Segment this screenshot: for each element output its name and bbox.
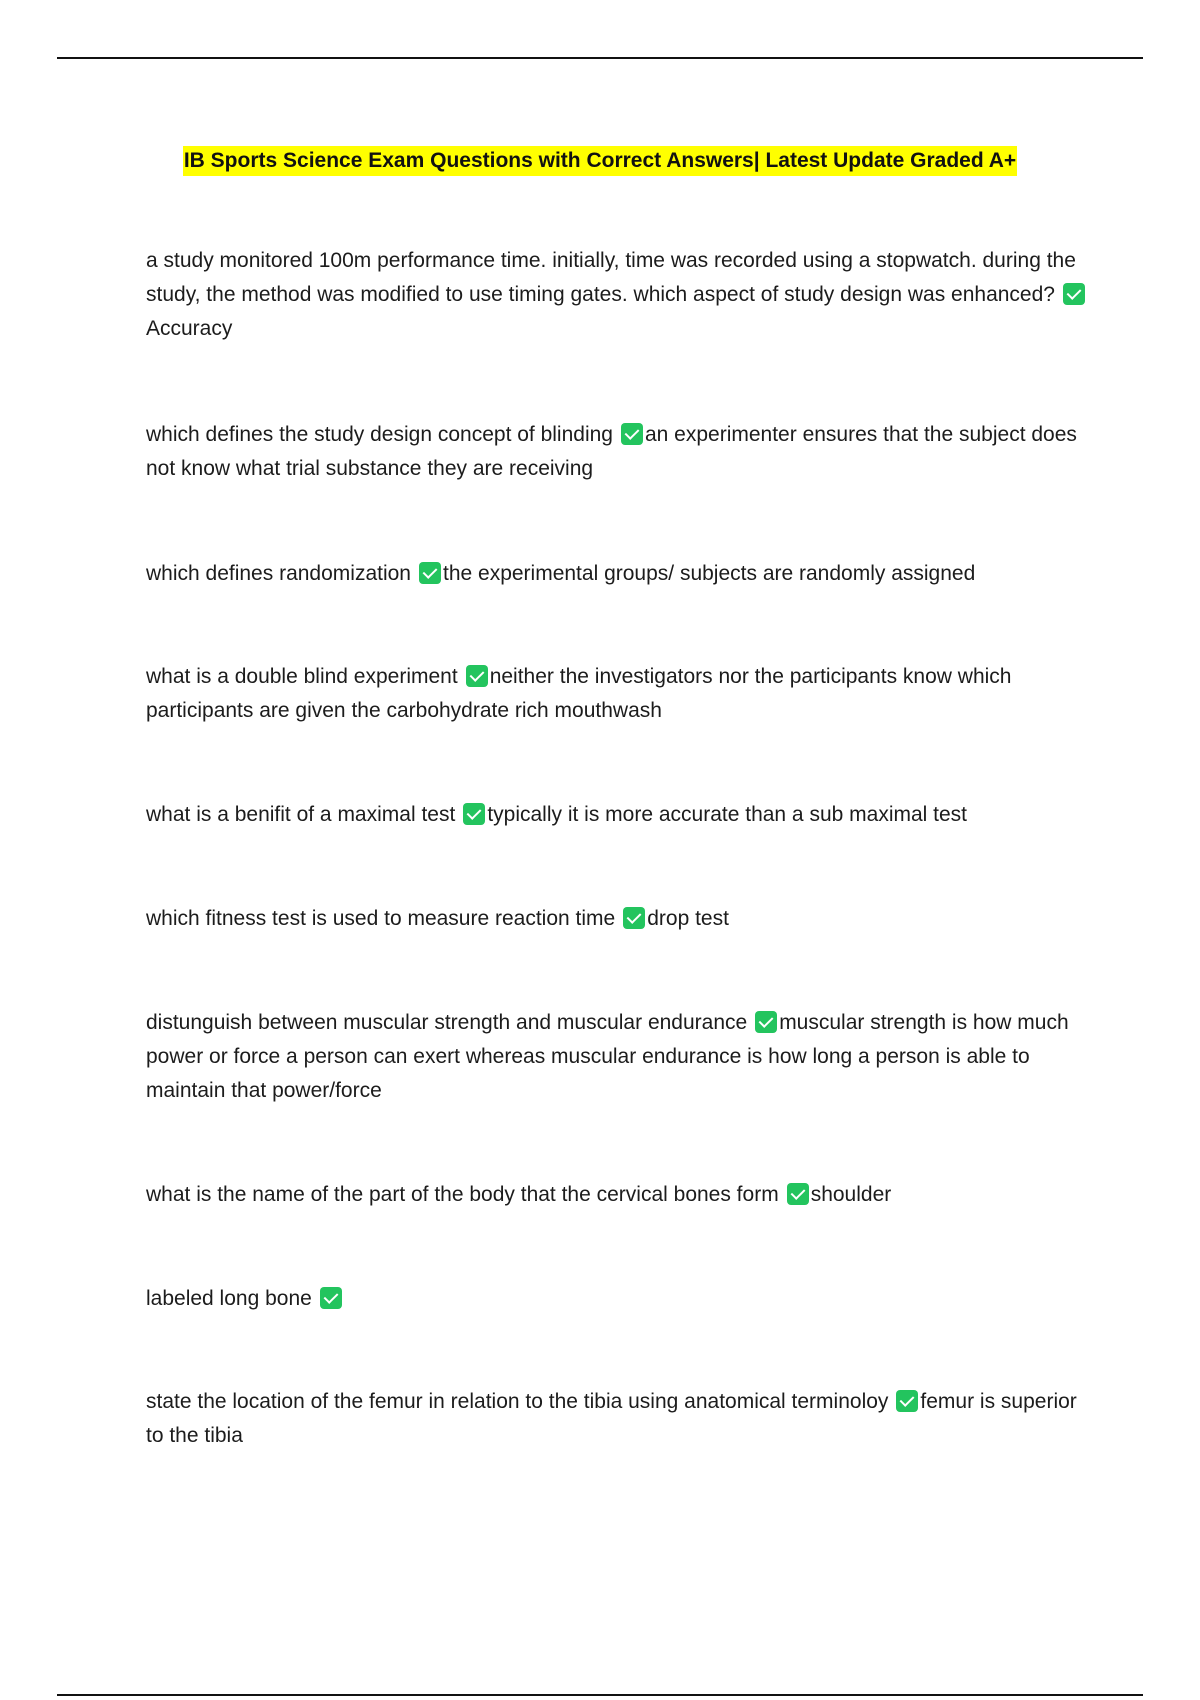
answer-text: the experimental groups/ subjects are randomly assigned	[442, 562, 976, 585]
question-text: which defines randomization	[146, 562, 411, 585]
check-mark-icon	[463, 803, 485, 825]
header-rule	[57, 57, 1143, 59]
answer-text: typically it is more accurate than a sub maximal test	[487, 803, 968, 826]
answer-text: drop test	[647, 907, 729, 930]
check-mark-icon	[1063, 283, 1085, 305]
question-text: which defines the study design concept of blinding	[146, 423, 613, 446]
qa-item	[146, 660, 1096, 728]
question-text: labeled long bone	[146, 1287, 312, 1310]
check-mark-icon	[466, 665, 488, 687]
question-text: what is a double blind experiment	[146, 665, 458, 688]
question-text: a study monitored 100m performance time. initially, time was recorded using a stopwatch. during the study, the method was modified to use timing gates. which aspect of study design was enhanced?	[146, 249, 1076, 306]
qa-item	[146, 418, 1096, 486]
check-mark-icon	[623, 907, 645, 929]
qa-item	[146, 1178, 1096, 1212]
question-text: what is a benifit of a maximal test	[146, 803, 456, 826]
check-mark-icon	[320, 1287, 342, 1309]
check-mark-icon	[787, 1183, 809, 1205]
check-mark-icon	[621, 423, 643, 445]
footer-rule	[57, 1694, 1143, 1696]
answer-text: an experimenter ensures that the subject does not know what trial substance they are receiving	[146, 423, 1077, 480]
question-text: what is the name of the part of the body that the cervical bones form	[146, 1183, 779, 1206]
title-block	[0, 146, 1200, 176]
answer-text: shoulder	[810, 1183, 892, 1206]
answer-text: femur is superior to the tibia	[146, 1390, 1077, 1447]
question-text: state the location of the femur in relation to the tibia using anatomical terminoloy	[146, 1390, 889, 1413]
qa-item	[146, 557, 1096, 591]
qa-item	[146, 798, 1096, 832]
qa-item	[146, 1282, 1096, 1316]
answer-text: Accuracy	[146, 317, 233, 340]
document-title: IB Sports Science Exam Questions with Correct Answers| Latest Update Graded A+	[183, 146, 1017, 176]
check-mark-icon	[419, 562, 441, 584]
answer-text: muscular strength is how much power or force a person can exert whereas muscular endurance is how long a person is able to maintain that power/force	[146, 1011, 1069, 1102]
check-mark-icon	[755, 1011, 777, 1033]
question-text: which fitness test is used to measure reaction time	[146, 907, 616, 930]
qa-item	[146, 244, 1096, 346]
qa-item	[146, 902, 1096, 936]
answer-text: neither the investigators nor the participants know which participants are given the carbohydrate rich mouthwash	[146, 665, 1012, 722]
qa-item	[146, 1006, 1096, 1108]
question-text: distunguish between muscular strength and muscular endurance	[146, 1011, 748, 1034]
qa-item	[146, 1385, 1096, 1453]
check-mark-icon	[896, 1390, 918, 1412]
